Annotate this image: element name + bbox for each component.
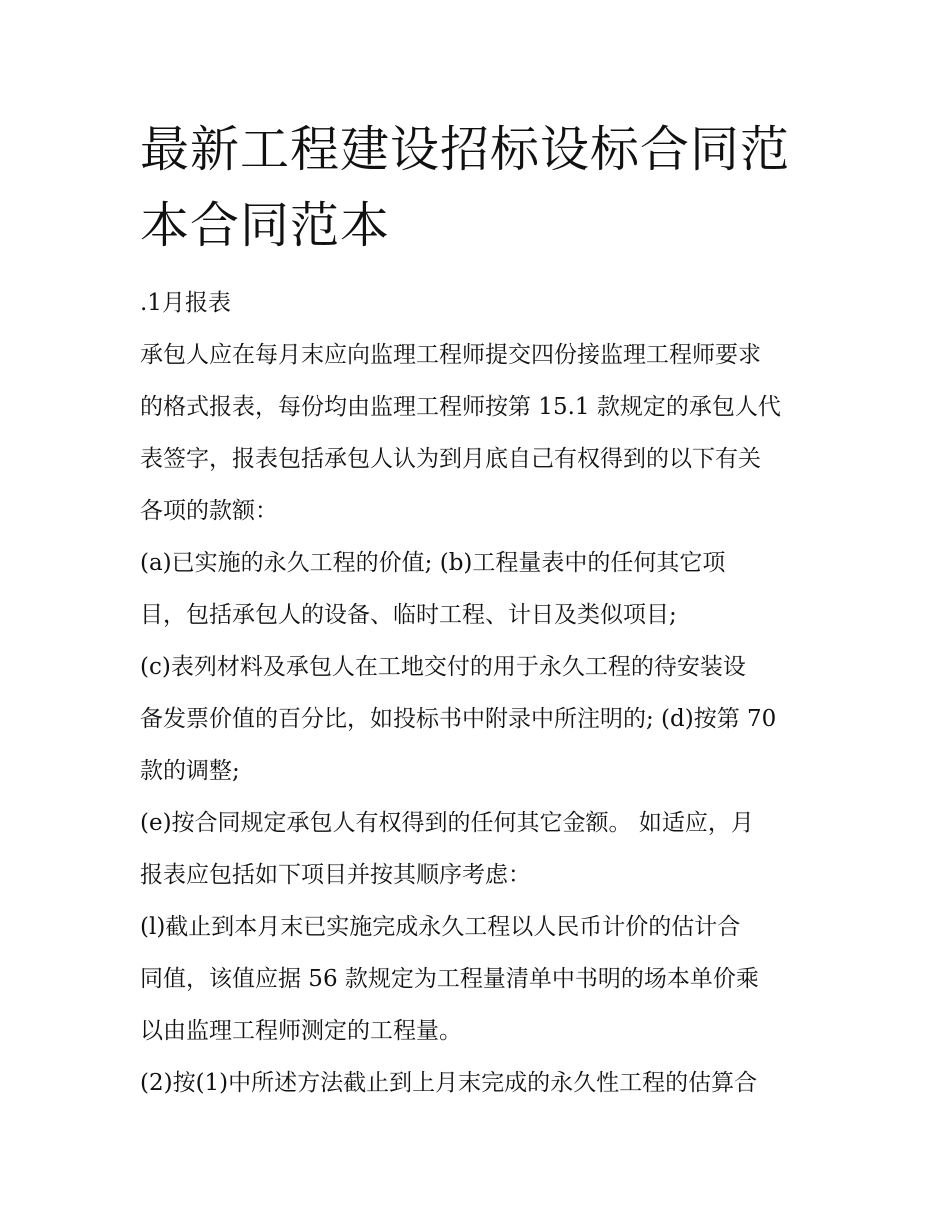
- paragraph-line: 报表应包括如下项目并按其顺序考虑：: [140, 862, 531, 888]
- title-line: 本合同范本: [140, 197, 391, 254]
- document-body: [140, 277, 820, 1109]
- paragraph-line: 以由监理工程师测定的工程量。: [140, 1018, 462, 1044]
- section-heading: .1月报表: [140, 290, 231, 316]
- paragraph-line: (a)已实施的永久工程的价值; (b)工程量表中的任何其它项: [140, 550, 726, 576]
- paragraph-line: 承包人应在每月末应向监理工程师提交四份接监理工程师要求: [140, 342, 761, 368]
- paragraph-line: 同值，该值应据 56 款规定为工程量清单中书明的场本单价乘: [140, 966, 759, 992]
- document-title: [140, 112, 820, 264]
- paragraph-line: (e)按合同规定承包人有权得到的任何其它金额。 如适应，月: [140, 810, 754, 836]
- paragraph-line: (2)按(1)中所述方法截止到上月末完成的永久性工程的估算合: [140, 1070, 758, 1096]
- paragraph-line: 各项的款额：: [140, 498, 278, 524]
- paragraph-line: (l)截止到本月末已实施完成永久工程以人民币计价的估计合: [140, 914, 741, 940]
- title-line: 最新工程建设招标设标合同范: [140, 121, 791, 178]
- paragraph-line: 表签字，报表包括承包人认为到月底自己有权得到的以下有关: [140, 446, 761, 472]
- paragraph-line: 款的调整;: [140, 758, 240, 784]
- paragraph-line: 的格式报表，每份均由监理工程师按第 15.1 款规定的承包人代: [140, 394, 781, 420]
- paragraph-line: (c)表列材料及承包人在工地交付的用于永久工程的待安装设: [140, 654, 746, 680]
- paragraph-line: 备发票价值的百分比，如投标书中附录中所注明的; (d)按第 70: [140, 706, 777, 732]
- paragraph-line: 目，包括承包人的设备、临时工程、计日及类似项目;: [140, 602, 677, 628]
